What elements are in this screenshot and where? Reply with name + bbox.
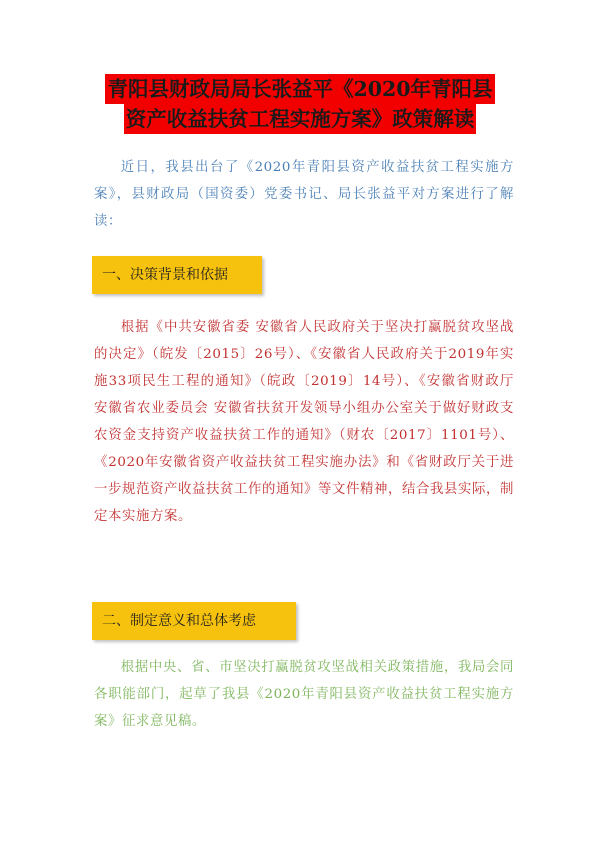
section-heading-meaning: 二、制定意义和总体考虑 (92, 602, 296, 640)
title-line-2: 资产收益扶贫工程实施方案》政策解读 (124, 104, 477, 134)
intro-paragraph: 近日，我县出台了《2020年青阳县资产收益扶贫工程实施方案》，县财政局（国资委）党委书记、局长张益平对方案进行了解读： (94, 160, 514, 229)
page-title (95, 74, 505, 134)
title-line-1: 青阳县财政局局长张益平《2020年青阳县 (105, 74, 494, 104)
meaning-paragraph: 根据中央、省、市坚决打赢脱贫攻坚战相关政策措施，我局会同各职能部门，起草了我县《2020年青阳县资产收益扶贫工程实施方案》征求意见稿。 (94, 660, 514, 729)
section-heading-background: 一、决策背景和依据 (92, 256, 262, 294)
basis-paragraph: 根据《中共安徽省委 安徽省人民政府关于坚决打赢脱贫攻坚战的决定》（皖发〔2015〕26号）、《安徽省人民政府关于2019年实施33项民生工程的通知》（皖政〔2019〕14号）、《安徽省财政厅 安徽省农业委员会 安徽省扶贫开发领导小组办公室关于做好财政支农资金支持资产收益扶贫工作的通知》（财农〔2017〕1101号）、《2020年安徽省资产收益扶贫工程实施办法》和《省财政厅关于进一步规范资产收益扶贫工作的通知》等文件精神，结合我县实际，制定本实施方案。 (94, 320, 514, 524)
